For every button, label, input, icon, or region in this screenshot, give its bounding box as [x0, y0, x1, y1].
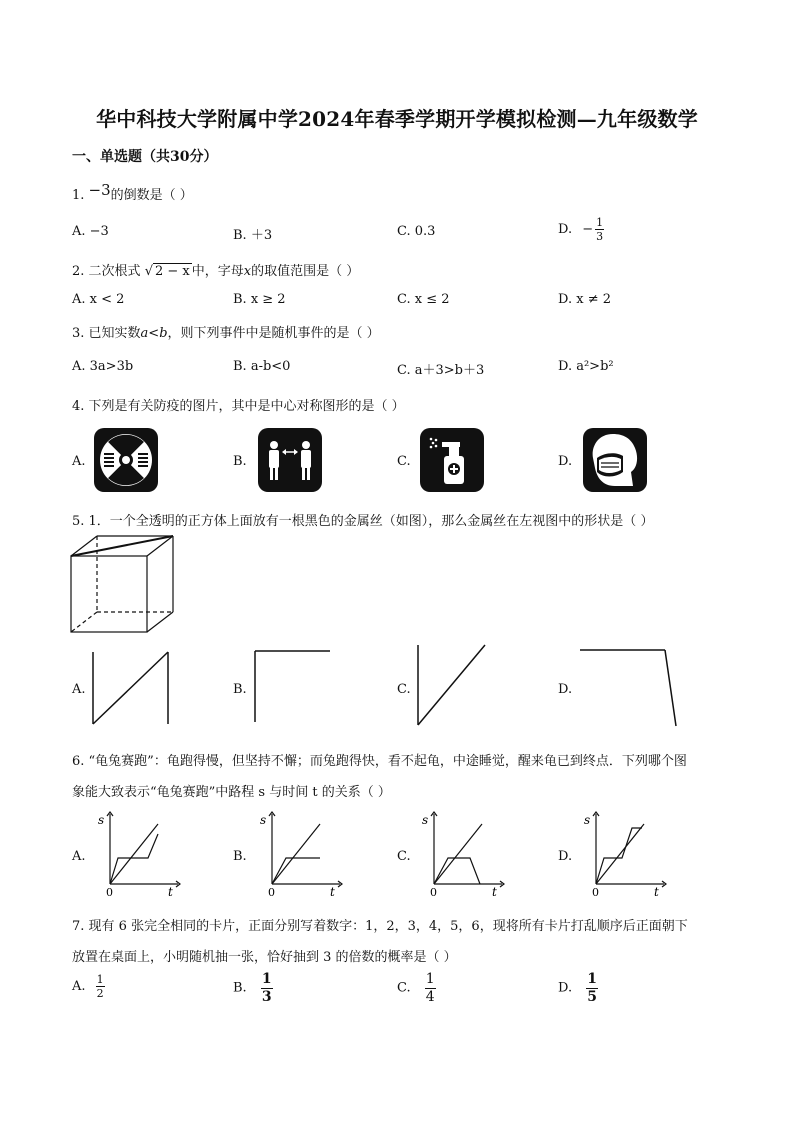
q2-option-d[interactable]: D. x ≠ 2 — [558, 292, 611, 307]
q5-option-b[interactable]: B. — [233, 682, 247, 697]
q6a-origin: 0 — [106, 886, 113, 899]
question-2 — [72, 260, 359, 279]
q7-c-fraction — [425, 972, 436, 1004]
q5-option-d[interactable]: D. — [558, 682, 573, 697]
q5-figure-a — [92, 646, 172, 726]
q6c-origin: 0 — [430, 886, 437, 899]
question-5: 5. 1．一个全透明的正方体上面放有一根黑色的金属丝（如图），那么金属丝在左视图中的形状是（ ） — [72, 514, 654, 529]
q1-number: 1. — [72, 188, 85, 203]
q6-option-a[interactable]: A. — [72, 849, 86, 864]
q6d-origin: 0 — [592, 886, 599, 899]
q2-option-b[interactable]: B. x ≥ 2 — [233, 292, 286, 307]
q7-b-denominator: 3 — [261, 989, 272, 1005]
q7-d-numerator: 1 — [587, 971, 597, 987]
q6-graph-c — [420, 808, 510, 898]
q7-a-numerator: 1 — [96, 973, 104, 986]
q6b-axis-t: t — [330, 885, 335, 899]
q5-figure-d — [579, 648, 679, 728]
q7-option-d[interactable] — [558, 972, 598, 1004]
question-6-line-1: 6. “龟兔赛跑”：龟跑得慢，但坚持不懈；而兔跑得快，看不起龟，中途睡觉，醒来龟已到终点．下列哪个图 — [72, 754, 687, 769]
q7-option-b-label: B. — [233, 980, 247, 996]
q2-prefix: 2. 二次根式 — [72, 264, 141, 279]
q6-graph-d — [582, 808, 672, 898]
q2-text-2: 的取值范围是（ ） — [251, 264, 360, 279]
q7-c-denominator: 4 — [425, 989, 435, 1005]
q1-option-c[interactable]: C. 0.3 — [397, 224, 436, 239]
q6a-axis-s: s — [98, 813, 105, 827]
question-4: 4. 下列是有关防疫的图片，其中是中心对称图形的是（ ） — [72, 399, 405, 414]
q3-option-a[interactable]: A. 3a>3b — [72, 359, 134, 374]
q1-text: 的倒数是（ ） — [110, 188, 193, 203]
q6-graph-b — [258, 808, 348, 898]
q1-d-numerator: 1 — [596, 216, 604, 229]
q3-text: ，则下列事件中是随机事件的是（ ） — [167, 326, 380, 341]
q1-expression: −3 — [88, 181, 111, 199]
page-title: 华中科技大学附属中学2024年春季学期开学模拟检测—九年级数学 — [96, 107, 698, 131]
q1-d-sign: − — [582, 222, 594, 237]
q5-figure-c — [417, 642, 497, 727]
q7-option-b[interactable] — [233, 972, 273, 1004]
q7-d-denominator: 5 — [587, 989, 597, 1005]
section-heading: 一、单选题（共30分） — [72, 149, 218, 165]
q7-a-fraction — [96, 974, 105, 999]
q6a-axis-t: t — [168, 885, 173, 899]
q2-variable: x — [243, 264, 252, 279]
q7-d-fraction — [586, 972, 598, 1004]
question-7-line-1: 7. 现有 6 张完全相同的卡片，正面分别写着数字：1，2，3，4，5，6，现将所有卡片打乱顺序后正面朝下 — [72, 919, 688, 934]
fan-icon — [94, 428, 158, 492]
q1-d-denominator: 3 — [596, 230, 604, 243]
q1-option-a[interactable]: A. −3 — [72, 224, 109, 239]
q4-option-d[interactable]: D. — [558, 454, 573, 469]
q7-a-denominator: 2 — [96, 987, 104, 1000]
q6-option-d[interactable]: D. — [558, 849, 573, 864]
q4-option-c[interactable]: C. — [397, 454, 411, 469]
q4-option-a[interactable]: A. — [72, 454, 86, 469]
q7-option-c-label: C. — [397, 980, 411, 996]
q7-option-d-label: D. — [558, 980, 573, 996]
q6c-axis-t: t — [492, 885, 497, 899]
sanitizer-spray-icon — [420, 428, 484, 492]
q3-option-b[interactable]: B. a-b<0 — [233, 359, 291, 374]
q7-b-numerator: 1 — [261, 971, 272, 987]
q6b-axis-s: s — [260, 813, 267, 827]
q1-option-b[interactable]: B. ＋3 — [233, 228, 273, 243]
q7-option-a[interactable] — [72, 974, 105, 999]
q2-text-1: 中，字母 — [191, 264, 244, 279]
q1-d-fraction — [595, 217, 604, 242]
q4-option-b[interactable]: B. — [233, 454, 247, 469]
cube-figure — [70, 535, 180, 635]
sqrt-expression: √ 2 − x — [144, 264, 190, 279]
q1-option-d-label: D. — [558, 222, 573, 237]
q3-condition: a<b — [140, 326, 168, 341]
q2-radicand: 2 − x — [154, 264, 190, 279]
question-3 — [72, 322, 380, 341]
question-7-line-2: 放置在桌面上，小明随机抽一张，恰好抽到 3 的倍数的概率是（ ） — [72, 950, 457, 965]
q3-option-d[interactable]: D. a²>b² — [558, 359, 614, 374]
q5-option-c[interactable]: C. — [397, 682, 411, 697]
q2-option-c[interactable]: C. x ≤ 2 — [397, 292, 450, 307]
q6c-axis-s: s — [422, 813, 429, 827]
q7-option-c[interactable] — [397, 972, 436, 1004]
q7-option-a-label: A. — [72, 979, 86, 994]
question-1 — [72, 181, 193, 203]
q6-option-c[interactable]: C. — [397, 849, 411, 864]
social-distance-icon — [258, 428, 322, 492]
q5-option-a[interactable]: A. — [72, 682, 86, 697]
q6b-origin: 0 — [268, 886, 275, 899]
q6-option-b[interactable]: B. — [233, 849, 247, 864]
q7-c-numerator: 1 — [425, 971, 435, 987]
q6-graph-a — [96, 808, 186, 898]
q6d-axis-t: t — [654, 885, 659, 899]
question-6-line-2: 象能大致表示“龟兔赛跑”中路程 s 与时间 t 的关系（ ） — [72, 785, 391, 800]
q2-option-a[interactable]: A. x < 2 — [72, 292, 125, 307]
q3-option-c[interactable]: C. a＋3>b＋3 — [397, 363, 485, 378]
q5-figure-b — [254, 646, 334, 726]
q7-b-fraction — [261, 972, 273, 1004]
q6d-axis-s: s — [584, 813, 591, 827]
q3-prefix: 3. 已知实数 — [72, 326, 141, 341]
q1-option-d[interactable] — [558, 217, 604, 242]
face-mask-icon — [583, 428, 647, 492]
